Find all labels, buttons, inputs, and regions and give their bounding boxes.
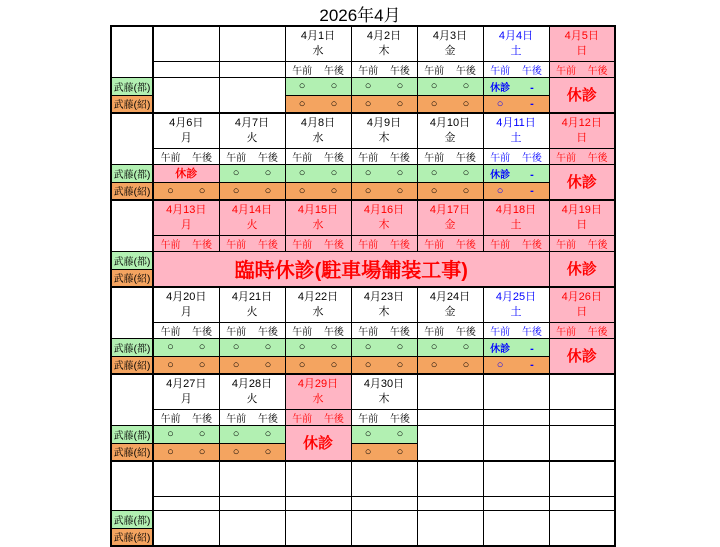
ampm-cell-saturday: 午前 午後 — [483, 148, 549, 164]
empty-date-cell — [549, 374, 615, 409]
date-cell-holiday: 4月16日 木 — [351, 200, 417, 235]
ampm-cell-holiday: 午前 午後 — [351, 235, 417, 251]
ampm-cell: 午前 午後 — [417, 148, 483, 164]
slot-cell: ○ ○ — [351, 443, 417, 461]
doctor2-label: 武藤(紹) — [111, 269, 153, 287]
doctor2-label: 武藤(紹) — [111, 528, 153, 546]
date-cell-sunday: 4月19日 日 — [549, 200, 615, 235]
ampm-cell-saturday: 午前 午後 — [483, 61, 549, 77]
slot-cell: ○ ○ — [351, 182, 417, 200]
slot-cell: ○ ○ — [153, 338, 219, 356]
ampm-cell: 午前 午後 — [153, 148, 219, 164]
slot-cell: ○ ○ — [153, 182, 219, 200]
date-cell-saturday: 4月4日 土 — [483, 26, 549, 61]
date-cell: 4月28日 火 — [219, 374, 285, 409]
week-5 — [111, 374, 615, 461]
date-cell: 4月9日 木 — [351, 113, 417, 148]
slot-cell: ○ ○ — [285, 164, 351, 182]
date-cell-saturday: 4月11日 土 — [483, 113, 549, 148]
slot-cell: ○ ○ — [219, 356, 285, 374]
date-cell: 4月27日 月 — [153, 374, 219, 409]
closed-sunday-cell: 休診 — [549, 251, 615, 287]
ampm-cell-holiday: 午前 午後 — [153, 235, 219, 251]
ampm-cell: 午前 午後 — [351, 148, 417, 164]
corner-cell — [111, 113, 153, 164]
date-cell: 4月22日 水 — [285, 287, 351, 322]
empty-cell — [549, 510, 615, 546]
slot-cell: ○ ○ — [153, 443, 219, 461]
slot-cell: ○ ○ — [219, 443, 285, 461]
ampm-cell-sunday: 午前 午後 — [549, 322, 615, 338]
date-cell: 4月7日 火 — [219, 113, 285, 148]
slot-cell: ○ ○ — [417, 164, 483, 182]
ampm-cell: 午前 午後 — [417, 61, 483, 77]
closed-saturday-cell: 休診 - — [483, 164, 549, 182]
date-cell: 4月8日 水 — [285, 113, 351, 148]
corner-cell — [111, 287, 153, 338]
doctor2-label: 武藤(紹) — [111, 443, 153, 461]
ampm-cell-saturday: 午前 午後 — [483, 322, 549, 338]
date-cell-sunday: 4月26日 日 — [549, 287, 615, 322]
empty-ampm-cell — [285, 496, 351, 510]
slot-cell: ○ ○ — [285, 356, 351, 374]
slot-cell: ○ ○ — [153, 356, 219, 374]
closed-sunday-cell: 休診 — [549, 77, 615, 113]
empty-date-cell — [417, 374, 483, 409]
ampm-cell-sunday: 午前 午後 — [549, 235, 615, 251]
empty-ampm-cell — [549, 409, 615, 425]
empty-cell — [285, 510, 351, 546]
ampm-cell: 午前 午後 — [351, 61, 417, 77]
date-cell-holiday: 4月13日 月 — [153, 200, 219, 235]
doctor1-label: 武藤(都) — [111, 425, 153, 443]
slot-saturday-cell: ○ - — [483, 356, 549, 374]
ampm-cell-holiday: 午前 午後 — [285, 235, 351, 251]
slot-cell: ○ ○ — [219, 182, 285, 200]
empty-ampm-cell — [153, 496, 219, 510]
week-2 — [111, 113, 615, 200]
doctor1-label: 武藤(都) — [111, 510, 153, 528]
date-cell-holiday: 4月17日 金 — [417, 200, 483, 235]
date-cell: 4月30日 木 — [351, 374, 417, 409]
slot-cell: ○ ○ — [351, 77, 417, 95]
week-1 — [111, 26, 615, 113]
ampm-cell: 午前 午後 — [219, 148, 285, 164]
date-cell-holiday: 4月15日 水 — [285, 200, 351, 235]
week-6 — [111, 461, 615, 546]
empty-ampm-cell — [417, 496, 483, 510]
ampm-cell: 午前 午後 — [285, 148, 351, 164]
slot-cell: ○ ○ — [219, 338, 285, 356]
week-4 — [111, 287, 615, 374]
doctor1-label: 武藤(都) — [111, 164, 153, 182]
slot-cell: ○ ○ — [285, 182, 351, 200]
ampm-cell: 午前 午後 — [417, 322, 483, 338]
empty-date-cell — [483, 374, 549, 409]
date-cell: 4月21日 火 — [219, 287, 285, 322]
date-cell: 4月24日 金 — [417, 287, 483, 322]
empty-cell — [153, 510, 219, 546]
ampm-cell: 午前 午後 — [351, 322, 417, 338]
ampm-cell: 午前 午後 — [285, 61, 351, 77]
closed-saturday-cell: 休診 - — [483, 77, 549, 95]
empty-ampm-cell — [483, 409, 549, 425]
empty-cell — [351, 510, 417, 546]
slot-cell: ○ ○ — [285, 338, 351, 356]
corner-cell — [111, 26, 153, 77]
closed-sunday-cell: 休診 — [549, 164, 615, 200]
empty-date-cell — [483, 461, 549, 496]
slot-cell: ○ ○ — [351, 95, 417, 113]
empty-cell — [219, 77, 285, 113]
empty-date-cell — [219, 461, 285, 496]
slot-cell: ○ ○ — [417, 77, 483, 95]
empty-cell — [483, 425, 549, 461]
corner-cell — [111, 461, 153, 510]
slot-cell: ○ ○ — [219, 164, 285, 182]
ampm-cell-sunday: 午前 午後 — [549, 61, 615, 77]
special-closure-cell: 臨時休診(駐車場舗装工事) — [153, 251, 549, 287]
date-cell: 4月20日 月 — [153, 287, 219, 322]
ampm-cell: 午前 午後 — [219, 409, 285, 425]
slot-cell: ○ ○ — [417, 95, 483, 113]
date-cell-holiday: 4月14日 火 — [219, 200, 285, 235]
doctor1-label: 武藤(都) — [111, 338, 153, 356]
ampm-cell-holiday: 午前 午後 — [285, 409, 351, 425]
page-title: 2026年4月 — [319, 6, 401, 25]
slot-cell: ○ ○ — [351, 164, 417, 182]
doctor2-label: 武藤(紹) — [111, 182, 153, 200]
date-cell: 4月10日 金 — [417, 113, 483, 148]
schedule-table — [110, 25, 616, 547]
ampm-cell-holiday: 午前 午後 — [483, 235, 549, 251]
empty-ampm-cell — [219, 496, 285, 510]
ampm-cell-holiday: 午前 午後 — [219, 235, 285, 251]
corner-cell — [111, 200, 153, 251]
empty-date-cell — [153, 461, 219, 496]
date-cell-saturday: 4月25日 土 — [483, 287, 549, 322]
empty-cell — [153, 77, 219, 113]
empty-date-cell — [285, 461, 351, 496]
date-cell: 4月1日 水 — [285, 26, 351, 61]
empty-date-cell — [219, 26, 285, 61]
doctor2-label: 武藤(紹) — [111, 95, 153, 113]
slot-saturday-cell: ○ - — [483, 182, 549, 200]
date-cell: 4月23日 木 — [351, 287, 417, 322]
empty-ampm-cell — [483, 496, 549, 510]
date-cell: 4月2日 木 — [351, 26, 417, 61]
ampm-cell: 午前 午後 — [219, 322, 285, 338]
empty-date-cell — [549, 461, 615, 496]
date-cell-holiday: 4月29日 水 — [285, 374, 351, 409]
slot-cell: ○ ○ — [351, 338, 417, 356]
ampm-cell-holiday: 午前 午後 — [417, 235, 483, 251]
slot-cell: ○ ○ — [219, 425, 285, 443]
closed-sunday-cell: 休診 — [549, 338, 615, 374]
empty-cell — [417, 425, 483, 461]
date-cell: 4月3日 金 — [417, 26, 483, 61]
ampm-cell: 午前 午後 — [285, 322, 351, 338]
ampm-cell-sunday: 午前 午後 — [549, 148, 615, 164]
empty-cell — [483, 510, 549, 546]
slot-cell: ○ ○ — [285, 95, 351, 113]
date-cell: 4月6日 月 — [153, 113, 219, 148]
doctor1-label: 武藤(都) — [111, 251, 153, 269]
empty-ampm-cell — [549, 496, 615, 510]
empty-cell — [219, 510, 285, 546]
empty-date-cell — [417, 461, 483, 496]
empty-ampm-cell — [153, 61, 219, 77]
closed-holiday-cell: 休診 — [285, 425, 351, 461]
slot-cell: ○ ○ — [351, 425, 417, 443]
doctor1-label: 武藤(都) — [111, 77, 153, 95]
empty-ampm-cell — [351, 496, 417, 510]
corner-cell — [111, 374, 153, 425]
slot-cell: ○ ○ — [417, 182, 483, 200]
empty-ampm-cell — [219, 61, 285, 77]
date-cell-sunday: 4月5日 日 — [549, 26, 615, 61]
week-3 — [111, 200, 615, 287]
slot-cell: ○ ○ — [285, 77, 351, 95]
closed-saturday-cell: 休診 - — [483, 338, 549, 356]
empty-cell — [549, 425, 615, 461]
date-cell-sunday: 4月12日 日 — [549, 113, 615, 148]
date-cell-holiday: 4月18日 土 — [483, 200, 549, 235]
slot-saturday-cell: ○ - — [483, 95, 549, 113]
ampm-cell: 午前 午後 — [153, 322, 219, 338]
slot-cell: ○ ○ — [417, 356, 483, 374]
slot-cell: ○ ○ — [351, 356, 417, 374]
doctor2-label: 武藤(紹) — [111, 356, 153, 374]
ampm-cell: 午前 午後 — [153, 409, 219, 425]
empty-date-cell — [153, 26, 219, 61]
closed-holiday-cell: 休診 — [153, 164, 219, 182]
slot-cell: ○ ○ — [417, 338, 483, 356]
empty-date-cell — [351, 461, 417, 496]
ampm-cell: 午前 午後 — [351, 409, 417, 425]
empty-ampm-cell — [417, 409, 483, 425]
empty-cell — [417, 510, 483, 546]
slot-cell: ○ ○ — [153, 425, 219, 443]
